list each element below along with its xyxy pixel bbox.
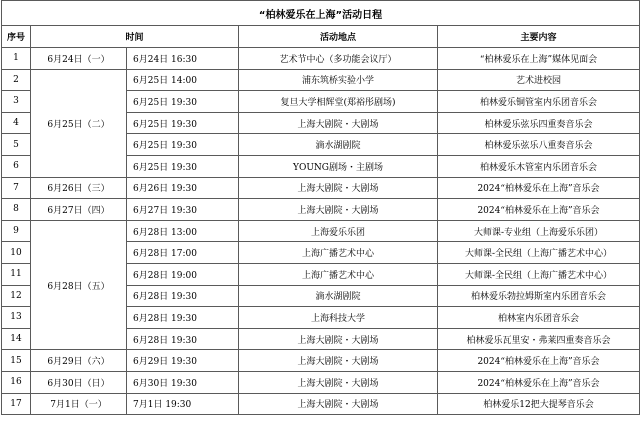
row-time: 6月28日 13:00 bbox=[127, 220, 239, 242]
row-time: 6月28日 19:00 bbox=[127, 263, 239, 285]
row-number: 17 bbox=[2, 393, 31, 415]
row-content: 柏林爱乐弦乐四重奏音乐会 bbox=[438, 112, 640, 134]
row-venue: 浦东筑桥实验小学 bbox=[239, 69, 438, 91]
row-content: 2024“柏林爱乐在上海”音乐会 bbox=[438, 371, 640, 393]
row-time: 7月1日 19:30 bbox=[127, 393, 239, 415]
row-date: 6月28日（五） bbox=[31, 220, 127, 350]
row-time: 6月28日 19:30 bbox=[127, 285, 239, 307]
row-venue: 上海大剧院・大剧场 bbox=[239, 371, 438, 393]
row-number: 11 bbox=[2, 263, 31, 285]
row-venue: 滴水湖剧院 bbox=[239, 134, 438, 156]
row-time: 6月24日 16:30 bbox=[127, 48, 239, 70]
row-number: 2 bbox=[2, 69, 31, 91]
table-row bbox=[2, 371, 640, 393]
row-date: 6月25日（二） bbox=[31, 69, 127, 177]
table-row bbox=[2, 48, 640, 70]
row-number: 3 bbox=[2, 91, 31, 113]
row-content: 大师课-专业组（上海爱乐乐团） bbox=[438, 220, 640, 242]
row-venue: 上海大剧院・大剧场 bbox=[239, 328, 438, 350]
row-number: 16 bbox=[2, 371, 31, 393]
row-date: 6月26日（三） bbox=[31, 177, 127, 199]
row-content: 柏林爱乐瓦里安・弗莱四重奏音乐会 bbox=[438, 328, 640, 350]
row-time: 6月25日 19:30 bbox=[127, 155, 239, 177]
row-venue: 复旦大学相辉堂(郑裕彤剧场) bbox=[239, 91, 438, 113]
row-content: 柏林爱乐弦乐八重奏音乐会 bbox=[438, 134, 640, 156]
row-venue: 滴水湖剧院 bbox=[239, 285, 438, 307]
row-venue: 上海科技大学 bbox=[239, 307, 438, 329]
row-number: 6 bbox=[2, 155, 31, 177]
row-venue: 上海大剧院・大剧场 bbox=[239, 393, 438, 415]
schedule-table bbox=[1, 0, 640, 415]
row-content: 柏林爱乐勃拉姆斯室内乐团音乐会 bbox=[438, 285, 640, 307]
row-venue: 上海大剧院・大剧场 bbox=[239, 199, 438, 221]
row-content: 2024“柏林爱乐在上海”音乐会 bbox=[438, 350, 640, 372]
row-time: 6月25日 19:30 bbox=[127, 112, 239, 134]
row-date: 6月24日（一） bbox=[31, 48, 127, 70]
schedule-sheet bbox=[1, 0, 639, 415]
row-venue: 上海爱乐乐团 bbox=[239, 220, 438, 242]
row-venue: 上海广播艺术中心 bbox=[239, 263, 438, 285]
row-venue: 上海广播艺术中心 bbox=[239, 242, 438, 264]
row-content: “柏林爱乐在上海”媒体见面会 bbox=[438, 48, 640, 70]
row-time: 6月25日 14:00 bbox=[127, 69, 239, 91]
row-number: 15 bbox=[2, 350, 31, 372]
row-content: 柏林爱乐铜管室内乐团音乐会 bbox=[438, 91, 640, 113]
row-time: 6月28日 17:00 bbox=[127, 242, 239, 264]
table-title: “柏林爱乐在上海”活动日程 bbox=[2, 1, 640, 26]
header-venue: 活动地点 bbox=[239, 26, 438, 48]
table-row bbox=[2, 220, 640, 242]
row-date: 7月1日（一） bbox=[31, 393, 127, 415]
row-content: 柏林爱乐木管室内乐团音乐会 bbox=[438, 155, 640, 177]
row-number: 8 bbox=[2, 199, 31, 221]
row-date: 6月29日（六） bbox=[31, 350, 127, 372]
row-number: 10 bbox=[2, 242, 31, 264]
row-venue: YOUNG剧场・主剧场 bbox=[239, 155, 438, 177]
row-date: 6月30日（日） bbox=[31, 371, 127, 393]
row-time: 6月26日 19:30 bbox=[127, 177, 239, 199]
row-venue: 上海大剧院・大剧场 bbox=[239, 177, 438, 199]
header-time: 时间 bbox=[31, 26, 239, 48]
row-content: 艺术进校园 bbox=[438, 69, 640, 91]
row-number: 5 bbox=[2, 134, 31, 156]
table-row bbox=[2, 393, 640, 415]
row-number: 14 bbox=[2, 328, 31, 350]
row-venue: 艺术节中心（多功能会议厅） bbox=[239, 48, 438, 70]
header-no: 序号 bbox=[2, 26, 31, 48]
row-time: 6月30日 19:30 bbox=[127, 371, 239, 393]
row-content: 2024“柏林爱乐在上海”音乐会 bbox=[438, 177, 640, 199]
row-time: 6月28日 19:30 bbox=[127, 307, 239, 329]
row-number: 9 bbox=[2, 220, 31, 242]
row-number: 13 bbox=[2, 307, 31, 329]
row-venue: 上海大剧院・大剧场 bbox=[239, 350, 438, 372]
row-content: 大师课-全民组（上海广播艺术中心） bbox=[438, 263, 640, 285]
row-time: 6月29日 19:30 bbox=[127, 350, 239, 372]
row-content: 大师课-全民组（上海广播艺术中心） bbox=[438, 242, 640, 264]
row-time: 6月25日 19:30 bbox=[127, 91, 239, 113]
row-content: 柏林爱乐12把大提琴音乐会 bbox=[438, 393, 640, 415]
header-content: 主要内容 bbox=[438, 26, 640, 48]
row-content: 柏林室内乐团音乐会 bbox=[438, 307, 640, 329]
row-number: 7 bbox=[2, 177, 31, 199]
row-date: 6月27日（四） bbox=[31, 199, 127, 221]
row-content: 2024“柏林爱乐在上海”音乐会 bbox=[438, 199, 640, 221]
table-row bbox=[2, 199, 640, 221]
row-time: 6月27日 19:30 bbox=[127, 199, 239, 221]
row-time: 6月25日 19:30 bbox=[127, 134, 239, 156]
row-venue: 上海大剧院・大剧场 bbox=[239, 112, 438, 134]
row-number: 4 bbox=[2, 112, 31, 134]
table-row bbox=[2, 177, 640, 199]
row-time: 6月28日 19:30 bbox=[127, 328, 239, 350]
row-number: 1 bbox=[2, 48, 31, 70]
table-row bbox=[2, 69, 640, 91]
row-number: 12 bbox=[2, 285, 31, 307]
table-row bbox=[2, 350, 640, 372]
